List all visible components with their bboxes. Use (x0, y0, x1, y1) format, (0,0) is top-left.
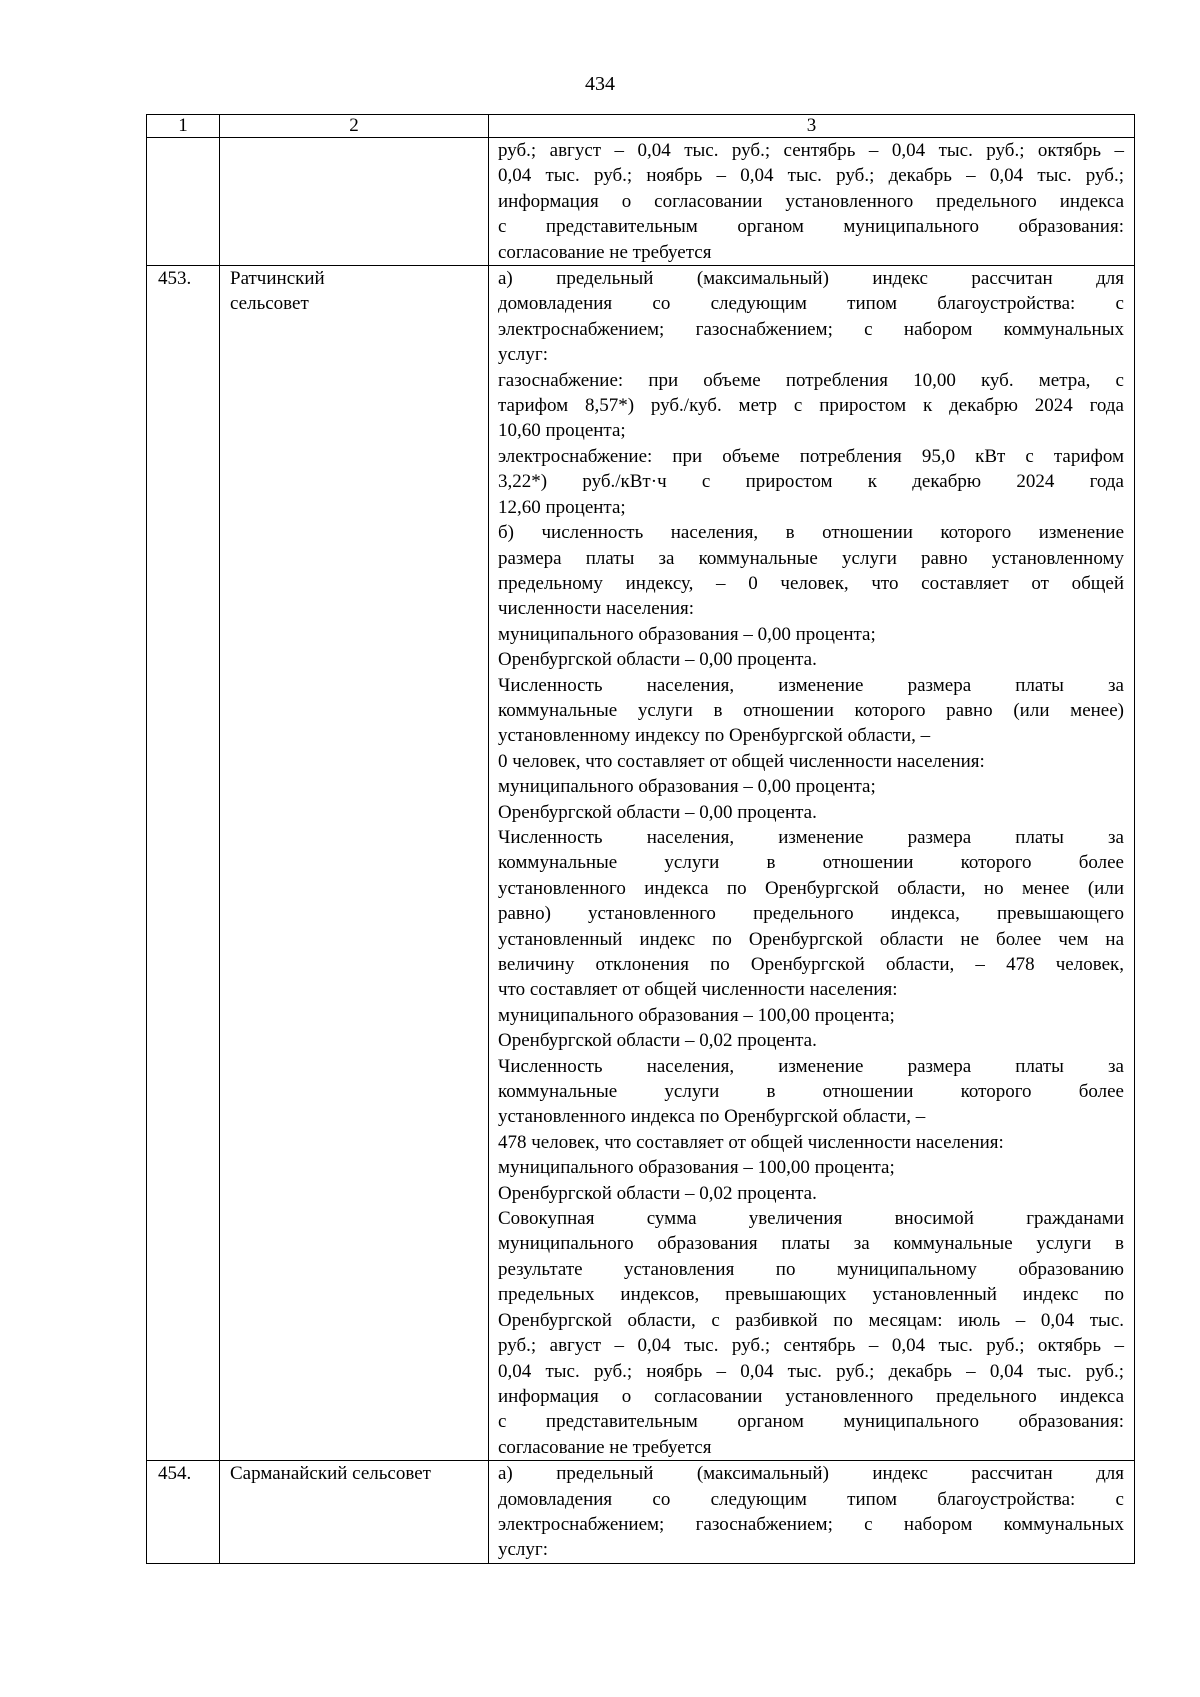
column-header-1: 1 (147, 115, 220, 138)
text-line: муниципального образования платы за коммунальные услуги в (498, 1233, 1124, 1255)
text-line: предельному индексу, – 0 человек, что составляет от общей (498, 572, 1124, 594)
text-line: согласование не требуется (498, 1436, 712, 1458)
municipality-cell (220, 266, 489, 1461)
text-line: 3,22*) руб./кВт·ч с приростом к декабрю 2024 года (498, 471, 1124, 493)
municipality-name-line: Сарманайский сельсовет (230, 1463, 431, 1485)
text-line: домовладения со следующим типом благоустройства: с (498, 293, 1124, 315)
text-line: что составляет от общей численности населения: (498, 979, 898, 1001)
text-line: установленного индекса по Оренбургской области, но менее (или (498, 877, 1124, 899)
page-number: 434 (585, 73, 615, 95)
row-number-cell: 454. (147, 1461, 220, 1564)
text-line: руб.; август – 0,04 тыс. руб.; сентябрь – 0,04 тыс. руб.; октябрь – (498, 140, 1124, 161)
text-line: Оренбургской области – 0,02 процента. (498, 1030, 817, 1052)
text-line: муниципального образования – 0,00 процента; (498, 623, 876, 645)
text-line: 12,60 процента; (498, 496, 626, 518)
table-header-row (147, 115, 1135, 138)
text-line: газоснабжение: при объеме потребления 10,00 куб. метра, с (498, 369, 1124, 391)
text-line: Совокупная сумма увеличения вносимой гражданами (498, 1208, 1124, 1230)
text-line: домовладения со следующим типом благоустройства: с (498, 1488, 1124, 1510)
text-line: установленный индекс по Оренбургской области не более чем на (498, 928, 1124, 950)
text-line: услуг: (498, 344, 548, 366)
text-line: информация о согласовании установленного предельного индекса (498, 190, 1124, 212)
text-line: численности населения: (498, 598, 695, 620)
text-line: Численность населения, изменение размера платы за (498, 1055, 1124, 1077)
text-line: Численность населения, изменение размера платы за (498, 826, 1124, 848)
text-line: тарифом 8,57*) руб./куб. метр с приростом к декабрю 2024 года (498, 395, 1124, 417)
document-table (146, 114, 1135, 1564)
text-line: Оренбургской области – 0,02 процента. (498, 1182, 817, 1204)
text-line: 478 человек, что составляет от общей численности населения: (498, 1131, 1004, 1153)
row-number-cell (147, 138, 220, 266)
text-line: величину отклонения по Оренбургской области, – 478 человек, (498, 954, 1124, 975)
text-line: предельных индексов, превышающих установленный индекс по (498, 1284, 1124, 1306)
text-line: б) численность населения, в отношении которого изменение (498, 522, 1124, 544)
text-line: электроснабжением; газоснабжением; с набором коммунальных (498, 318, 1124, 340)
column-header-2: 2 (220, 115, 489, 138)
text-line: коммунальные услуги в отношении которого равно (или менее) (498, 699, 1124, 721)
text-line: с представительным органом муниципального образования: (498, 216, 1124, 238)
text-line: информация о согласовании установленного предельного индекса (498, 1385, 1124, 1407)
text-line: электроснабжение: при объеме потребления 95,0 кВт с тарифом (498, 445, 1124, 467)
text-line: электроснабжением; газоснабжением; с набором коммунальных (498, 1513, 1124, 1535)
table-row-continuation (147, 138, 1135, 266)
row-number-cell: 453. (147, 266, 220, 1461)
text-line: 0,04 тыс. руб.; ноябрь – 0,04 тыс. руб.; декабрь – 0,04 тыс. руб.; (498, 165, 1124, 187)
text-line: Численность населения, изменение размера платы за (498, 674, 1124, 696)
text-line: с представительным органом муниципального образования: (498, 1411, 1124, 1433)
text-line: муниципального образования – 100,00 процента; (498, 1157, 895, 1179)
municipality-name-line: сельсовет (230, 293, 309, 315)
text-line: равно) установленного предельного индекса, превышающего (498, 903, 1124, 925)
text-line: коммунальные услуги в отношении которого более (498, 852, 1124, 874)
text-line: муниципального образования – 0,00 процента; (498, 776, 876, 798)
text-line: результате установления по муниципальному образованию (498, 1258, 1124, 1280)
municipality-cell (220, 138, 489, 266)
text-line: размера платы за коммунальные услуги равно установленному (498, 547, 1124, 569)
text-line: установленному индексу по Оренбургской области, – (498, 725, 931, 747)
text-line: а) предельный (максимальный) индекс рассчитан для (498, 268, 1124, 290)
row-text-cell (489, 1461, 1135, 1564)
text-line: Оренбургской области – 0,00 процента. (498, 801, 817, 823)
text-line: 10,60 процента; (498, 420, 626, 442)
table-row-453 (147, 266, 1135, 1461)
municipality-cell (220, 1461, 489, 1564)
text-line: согласование не требуется (498, 241, 712, 263)
table-row-454 (147, 1461, 1135, 1564)
row-text-cell (489, 266, 1135, 1461)
text-line: Оренбургской области – 0,00 процента. (498, 649, 817, 671)
text-line: а) предельный (максимальный) индекс рассчитан для (498, 1463, 1124, 1485)
text-line: Оренбургской области, с разбивкой по месяцам: июль – 0,04 тыс. (498, 1309, 1124, 1331)
text-line: коммунальные услуги в отношении которого более (498, 1081, 1124, 1103)
municipality-name-line: Ратчинский (230, 268, 325, 290)
text-line: руб.; август – 0,04 тыс. руб.; сентябрь – 0,04 тыс. руб.; октябрь – (498, 1335, 1124, 1357)
row-text-cell (489, 138, 1135, 266)
text-line: установленного индекса по Оренбургской области, – (498, 1106, 926, 1128)
text-line: 0,04 тыс. руб.; ноябрь – 0,04 тыс. руб.; декабрь – 0,04 тыс. руб.; (498, 1360, 1124, 1382)
column-header-3: 3 (489, 115, 1135, 138)
text-line: 0 человек, что составляет от общей численности населения: (498, 750, 985, 772)
text-line: муниципального образования – 100,00 процента; (498, 1004, 895, 1026)
text-line: услуг: (498, 1539, 548, 1561)
